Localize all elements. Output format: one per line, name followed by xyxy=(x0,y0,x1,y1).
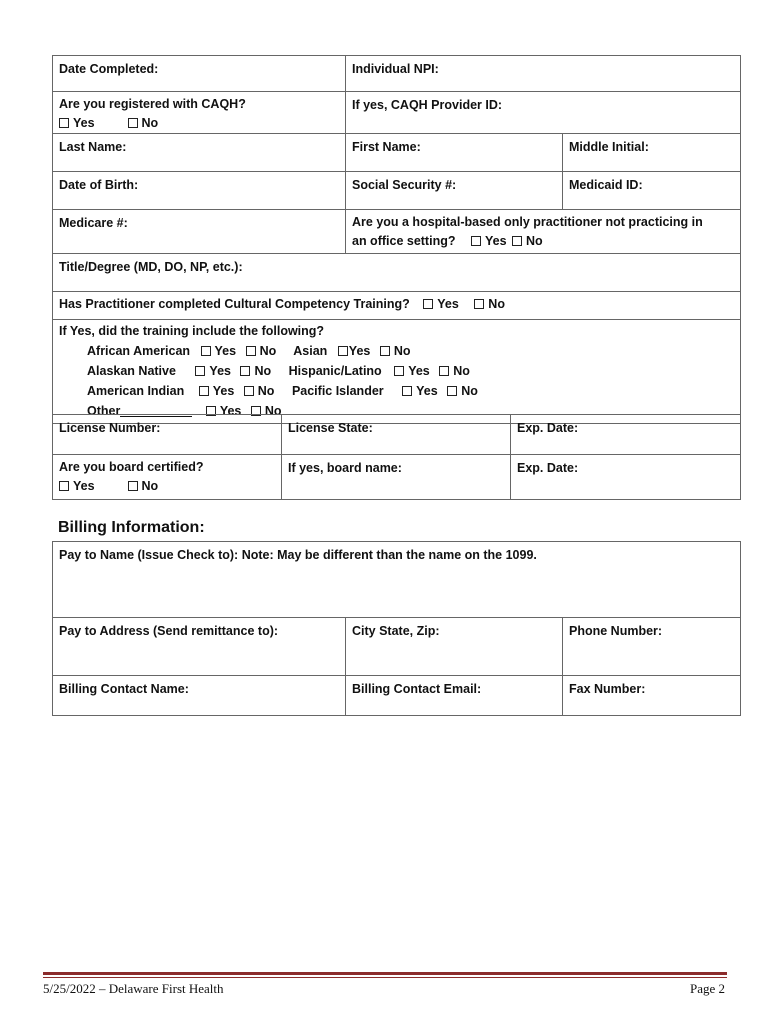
checkbox-icon xyxy=(244,386,254,396)
license-state-field[interactable]: License State: xyxy=(282,415,511,455)
pacific-islander-no-checkbox[interactable]: No xyxy=(447,384,478,398)
footer-date-org: 5/25/2022 – Delaware First Health xyxy=(43,981,224,996)
checkbox-icon xyxy=(474,299,484,309)
checkbox-icon xyxy=(439,366,449,376)
checkbox-icon xyxy=(380,346,390,356)
footer-rule xyxy=(43,972,727,975)
medicaid-id-field[interactable]: Medicaid ID: xyxy=(563,172,741,210)
pay-to-name-field[interactable]: Pay to Name (Issue Check to): Note: May be different than the name on the 1099. xyxy=(53,542,741,618)
license-exp-date-field[interactable]: Exp. Date: xyxy=(511,415,741,455)
license-table xyxy=(52,414,741,500)
checkbox-icon xyxy=(199,386,209,396)
hospital-based-cell: Are you a hospital-based only practitioner not practicing in an office setting? Yes No xyxy=(346,210,741,254)
cultural-yes-checkbox[interactable]: Yes xyxy=(423,297,459,311)
alaskan-native-yes-checkbox[interactable]: Yes xyxy=(195,364,231,378)
checkbox-icon xyxy=(128,481,138,491)
asian-no-checkbox[interactable]: No xyxy=(380,344,411,358)
checkbox-icon xyxy=(201,346,211,356)
license-number-field[interactable]: License Number: xyxy=(53,415,282,455)
medicare-field[interactable]: Medicare #: xyxy=(53,210,346,254)
page-number: Page 2 xyxy=(689,981,725,996)
board-name-field[interactable]: If yes, board name: xyxy=(282,455,511,500)
checkbox-icon xyxy=(59,118,69,128)
provider-info-table xyxy=(52,55,741,424)
checkbox-icon xyxy=(338,346,348,356)
footer-rule-thin xyxy=(43,977,727,978)
last-name-field[interactable]: Last Name: xyxy=(53,134,346,172)
pacific-islander-yes-checkbox[interactable]: Yes xyxy=(402,384,438,398)
phone-number-field[interactable]: Phone Number: xyxy=(563,618,741,676)
african-american-no-checkbox[interactable]: No xyxy=(246,344,277,358)
social-security-field[interactable]: Social Security #: xyxy=(346,172,563,210)
board-yes-checkbox[interactable]: Yes xyxy=(59,479,95,493)
african-american-yes-checkbox[interactable]: Yes xyxy=(201,344,237,358)
middle-initial-field[interactable]: Middle Initial: xyxy=(563,134,741,172)
training-groups-cell: If Yes, did the training include the following? African American Yes No Asian Yes No Alaskan Native Yes No Hispanic/Latino Yes No American Indian Yes No Pacific Islander Yes No Other Yes No xyxy=(53,320,741,424)
checkbox-icon xyxy=(246,346,256,356)
cultural-no-checkbox[interactable]: No xyxy=(474,297,505,311)
other-yes-checkbox[interactable]: Yes xyxy=(206,404,242,418)
hospital-no-checkbox[interactable]: No xyxy=(512,234,543,248)
checkbox-icon xyxy=(195,366,205,376)
caqh-provider-id-field[interactable]: If yes, CAQH Provider ID: xyxy=(346,92,741,134)
cultural-competency-cell: Has Practitioner completed Cultural Competency Training? Yes No xyxy=(53,292,741,320)
billing-section-title: Billing Information: xyxy=(58,519,205,536)
checkbox-icon xyxy=(128,118,138,128)
first-name-field[interactable]: First Name: xyxy=(346,134,563,172)
date-of-birth-field[interactable]: Date of Birth: xyxy=(53,172,346,210)
board-exp-date-field[interactable]: Exp. Date: xyxy=(511,455,741,500)
board-no-checkbox[interactable]: No xyxy=(128,479,159,493)
city-state-zip-field[interactable]: City State, Zip: xyxy=(346,618,563,676)
board-certified-cell: Are you board certified? Yes No xyxy=(53,455,282,500)
hispanic-latino-yes-checkbox[interactable]: Yes xyxy=(394,364,430,378)
checkbox-icon xyxy=(402,386,412,396)
checkbox-icon xyxy=(240,366,250,376)
individual-npi-field[interactable]: Individual NPI: xyxy=(346,56,741,92)
alaskan-native-no-checkbox[interactable]: No xyxy=(240,364,271,378)
hospital-yes-checkbox[interactable]: Yes xyxy=(471,234,507,248)
hispanic-latino-no-checkbox[interactable]: No xyxy=(439,364,470,378)
asian-yes-checkbox[interactable]: Yes xyxy=(338,344,371,358)
fax-number-field[interactable]: Fax Number: xyxy=(563,676,741,716)
caqh-yes-checkbox[interactable]: Yes xyxy=(59,116,95,130)
caqh-question: Are you registered with CAQH? xyxy=(59,97,246,111)
checkbox-icon xyxy=(423,299,433,309)
caqh-no-checkbox[interactable]: No xyxy=(128,116,159,130)
caqh-registered-cell xyxy=(53,92,346,134)
american-indian-yes-checkbox[interactable]: Yes xyxy=(199,384,235,398)
title-degree-field[interactable]: Title/Degree (MD, DO, NP, etc.): xyxy=(53,254,741,292)
billing-table xyxy=(52,541,741,716)
checkbox-icon xyxy=(512,236,522,246)
checkbox-icon xyxy=(394,366,404,376)
american-indian-no-checkbox[interactable]: No xyxy=(244,384,275,398)
billing-contact-email-field[interactable]: Billing Contact Email: xyxy=(346,676,563,716)
checkbox-icon xyxy=(59,481,69,491)
checkbox-icon xyxy=(447,386,457,396)
checkbox-icon xyxy=(471,236,481,246)
date-completed-field[interactable]: Date Completed: xyxy=(53,56,346,92)
billing-contact-name-field[interactable]: Billing Contact Name: xyxy=(53,676,346,716)
other-no-checkbox[interactable]: No xyxy=(251,404,282,418)
pay-to-address-field[interactable]: Pay to Address (Send remittance to): xyxy=(53,618,346,676)
